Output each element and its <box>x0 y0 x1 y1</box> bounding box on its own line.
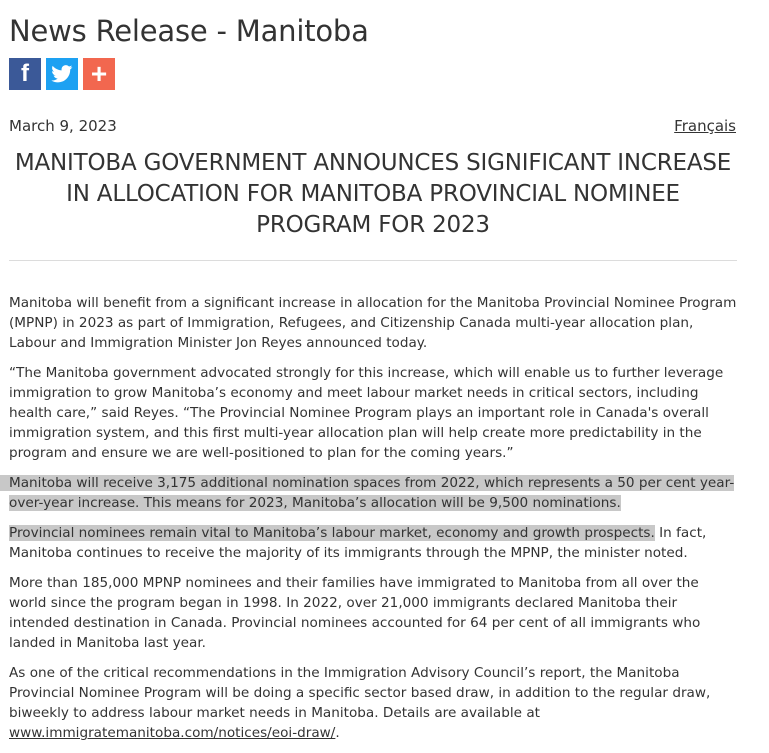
plus-icon: + <box>90 58 108 89</box>
paragraph: “The Manitoba government advocated strongly for this increase, which will enable us to further leverage immigration to grow Manitoba’s economy and meet labour market needs in critical sectors, including health care,” said Reyes. “The Provincial Nominee Program plays an important role in Canada's overall immigration system, and this first multi-year allocation plan will help create more predictability in the program and ensure we are well-positioned to plan for the coming years.” <box>9 365 724 461</box>
more-share-button[interactable] <box>83 58 115 90</box>
paragraph <box>9 663 737 743</box>
paragraph-text: As one of the critical recommendations in the Immigration Advisory Council’s report, the Manitoba Provincial Nominee Program will be doing a specific sector based draw, in addition to the regular draw, biweekly to address labour market needs in Manitoba. Details are available at <box>9 665 711 721</box>
paragraph: Manitoba will benefit from a significant increase in allocation for the Manitoba Provincial Nominee Program (MPNP) in 2023 as part of Immigration, Refugees, and Citizenship Canada multi-year allocation plan, Labour and Immigration Minister Jon Reyes announced today. <box>9 295 737 351</box>
release-body <box>9 293 737 753</box>
paragraph: More than 185,000 MPNP nominees and their families have immigrated to Manitoba from all over the world since the program began in 1998. In 2022, over 21,000 immigrants declared Manitoba their intended destination in Canada. Provincial nominees accounted for 64 per cent of all immigrants who landed in Manitoba last year. <box>9 575 701 651</box>
text-selection: Provincial nominees remain vital to Manitoba’s labour market, economy and growth prospects. <box>9 525 655 541</box>
facebook-share-button[interactable] <box>9 58 41 90</box>
page-title: News Release - Manitoba <box>9 14 369 48</box>
divider <box>9 260 737 261</box>
eoi-draw-link[interactable]: www.immigratemanitoba.com/notices/eoi-draw/ <box>9 725 336 741</box>
paragraph-highlighted <box>9 473 737 513</box>
language-link[interactable]: Français <box>674 117 736 135</box>
release-date: March 9, 2023 <box>9 117 117 135</box>
paragraph <box>9 523 737 563</box>
twitter-icon <box>51 65 73 83</box>
share-bar <box>9 58 115 90</box>
facebook-icon: f <box>21 60 29 87</box>
release-headline: MANITOBA GOVERNMENT ANNOUNCES SIGNIFICANT INCREASE IN ALLOCATION FOR MANITOBA PROVINCIAL NOMINEE PROGRAM FOR 2023 <box>14 150 732 238</box>
twitter-share-button[interactable] <box>46 58 78 90</box>
paragraph-text: In fact, Manitoba continues to receive the majority of its immigrants through the MPNP, the minister noted. <box>9 525 707 561</box>
paragraph-text: . <box>335 725 340 741</box>
text-selection: Manitoba will receive 3,175 additional nomination spaces from 2022, which represents a 50 per cent year-over-year increase. This means for 2023, Manitoba’s allocation will be 9,500 nominations. <box>0 475 734 511</box>
